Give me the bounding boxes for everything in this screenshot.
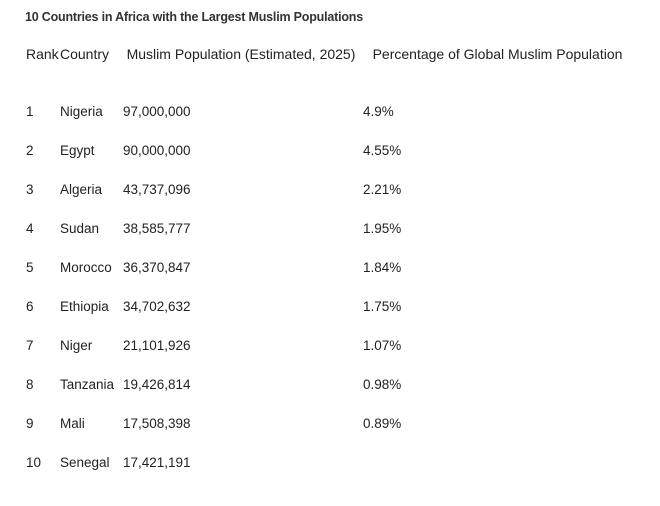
cell-country: Sudan [60,221,100,236]
cell-rank: 10 [26,455,42,470]
cell-rank: 5 [26,260,34,275]
table-row [22,170,632,209]
cell-country: Mali [60,416,85,431]
cell-population: 97,000,000 [123,104,191,119]
cell-country: Ethiopia [60,299,109,314]
cell-rank: 9 [26,416,34,431]
cell-country: Niger [60,338,93,353]
cell-country: Egypt [60,143,95,158]
header-percentage: Percentage of Global Muslim Population [372,46,623,63]
cell-country: Tanzania [60,377,115,392]
cell-percentage: 0.89% [363,416,402,431]
table-row [22,209,632,248]
cell-rank: 4 [26,221,34,236]
cell-rank: 3 [26,182,34,197]
cell-population: 38,585,777 [123,221,191,236]
cell-percentage [359,443,632,482]
cell-percentage: 1.07% [363,338,402,353]
table-row [22,287,632,326]
cell-percentage: 1.95% [363,221,402,236]
cell-population: 17,508,398 [123,416,191,431]
cell-percentage: 0.98% [363,377,402,392]
cell-rank: 1 [26,104,34,119]
cell-country: Senegal [60,455,110,470]
cell-country: Morocco [60,260,112,275]
cell-population: 19,426,814 [123,377,191,392]
header-country: Country [60,46,110,63]
cell-percentage: 4.9% [363,104,394,119]
cell-percentage: 2.21% [363,182,402,197]
table-row [22,248,632,287]
cell-population: 90,000,000 [123,143,191,158]
table-row [22,365,632,404]
cell-population: 43,737,096 [123,182,191,197]
cell-rank: 6 [26,299,34,314]
cell-rank: 8 [26,377,34,392]
table-row [22,326,632,365]
cell-rank: 2 [26,143,34,158]
cell-country: Nigeria [60,104,103,119]
cell-population: 36,370,847 [123,260,191,275]
muslim-population-table [22,32,632,482]
table-row [22,78,632,131]
cell-population: 34,702,632 [123,299,191,314]
table-header-row [22,32,632,78]
table-title: 10 Countries in Africa with the Largest Muslim Populations [25,10,363,24]
table-body [22,78,632,482]
table-row [22,131,632,170]
cell-population: 17,421,191 [123,455,191,470]
header-population: Muslim Population (Estimated, 2025) [126,46,356,63]
header-rank: Rank [26,46,59,63]
cell-population: 21,101,926 [123,338,191,353]
cell-percentage: 1.75% [363,299,402,314]
cell-rank: 7 [26,338,34,353]
table-row [22,443,632,482]
cell-percentage: 4.55% [363,143,402,158]
table-row [22,404,632,443]
cell-percentage: 1.84% [363,260,402,275]
cell-country: Algeria [60,182,103,197]
